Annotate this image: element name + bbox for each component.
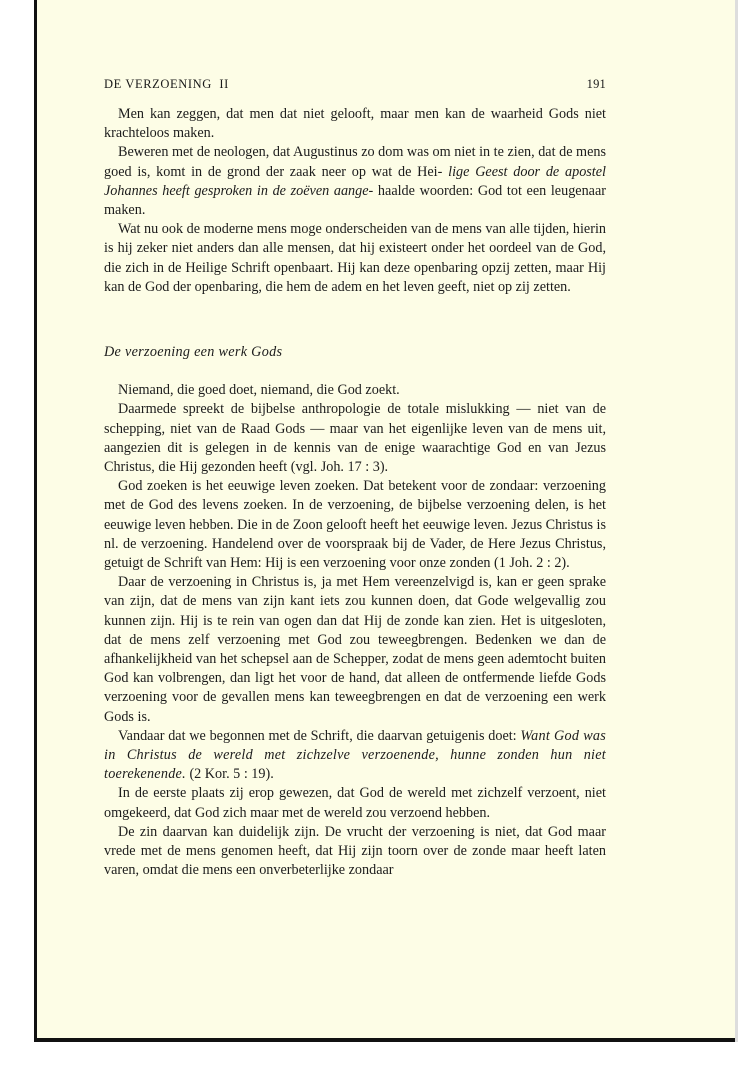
paragraph [104, 143, 606, 220]
page-spine-edge [34, 0, 37, 1042]
running-title: DE VERZOENING II [104, 77, 229, 91]
italic-text-run: lige Geest door de apostel Johannes heeft gesproken in de zoëven aange- [104, 163, 606, 199]
paragraph: Daar de verzoening in Christus is, ja met Hem vereenzelvigd is, kan er geen sprake van zijn, dat de mens van zijn kant iets zou kunnen doen, dat Gode welgevallig zou kunnen zijn. Hij is te rein van ogen dan dat Hij de zonde kan zien. Het is uitgesloten, dat de mens zelf verzoening met God zou teweegbrengen. Bedenken we dan de afhankelijkheid van het schepsel aan de Schepper, zodat de mens geen ademtocht buiten God kan volbrengen, dan ligt het voor de hand, dat alleen de ontfermende liefde Gods verzoening voor de gevallen mens kan teweegbrengen en dat de verzoening een werk Gods is. [104, 574, 606, 725]
text-run: haalde woorden: God tot een leugenaar maken. [104, 182, 607, 219]
paragraph: In de eerste plaats zij erop gewezen, dat God de wereld met zichzelf verzoent, niet omgekeerd, dat God zich maar met de wereld zou verzoend hebben. [104, 785, 606, 821]
paragraph: Men kan zeggen, dat men dat niet gelooft, maar men kan de waarheid Gods niet krachteloos maken. [104, 106, 606, 142]
paragraph: De zin daarvan kan duidelijk zijn. De vrucht der verzoening is niet, dat God maar vrede met de mens genomen heeft, dat Hij zijn toorn over de zonde maar heeft laten varen, omdat die mens een onverbeterlijke zondaar [104, 823, 606, 879]
section-2-text [104, 343, 606, 880]
scripture-reference: (2 Kor. 5 : 19). [189, 766, 274, 783]
paragraph: Niemand, die goed doet, niemand, die God zoekt. [118, 382, 400, 399]
section-heading: De verzoening een werk Gods [104, 344, 283, 360]
running-header [104, 77, 606, 93]
text-run: Vandaar dat we begonnen met de Schrift, die daarvan getuigenis doet: [118, 727, 517, 744]
scripture-quote: Want God was in Christus de wereld met zichzelve verzoenende, hunne zonden hun niet toerekenende. [104, 727, 607, 783]
paragraph [104, 727, 606, 785]
section-1-text [104, 105, 606, 297]
paragraph: Daarmede spreekt de bijbelse anthropologie de totale mislukking — niet van de schepping, niet van de Raad Gods — maar van het eigenlijke leven van de mens uit, aangezien dit is gelegen in de kennis van de enige waarachtige God en van Jezus Christus, die Hij gezonden heeft (vgl. Joh. 17 : 3). [104, 401, 606, 476]
page-bottom-edge [34, 1038, 738, 1042]
paragraph: Wat nu ook de moderne mens moge onderscheiden van de mens van alle tijden, hierin is hij zeker niet anders dan alle mensen, dat hij existeert onder het oordeel van de God, die zich in de Heilige Schrift openbaart. Hij kan deze openbaring opzij zetten, maar Hij kan de God der openbaring, die hem de adem en het leven geeft, niet op zij zetten. [104, 221, 606, 295]
text-run: Beweren met de neologen, dat Augustinus zo dom was om niet in te zien, dat de mens goed is, komt in de grond der zaak neer op wat de Hei- [104, 144, 606, 180]
page-number: 191 [586, 77, 606, 91]
paragraph: God zoeken is het eeuwige leven zoeken. Dat betekent voor de zondaar: verzoening met de God des levens zoeken. In de verzoening, de bijbelse verzoening delen, is het eeuwige leven hebben. Die in de Zoon gelooft heeft het eeuwige leven. Jezus Christus is nl. de verzoening. Handelend over de voorspraak bij de Vader, de Here Jezus Christus, getuigt de Schrift van Hem: Hij is een verzoening voor onze zonden (1 Joh. 2 : 2). [104, 478, 606, 572]
